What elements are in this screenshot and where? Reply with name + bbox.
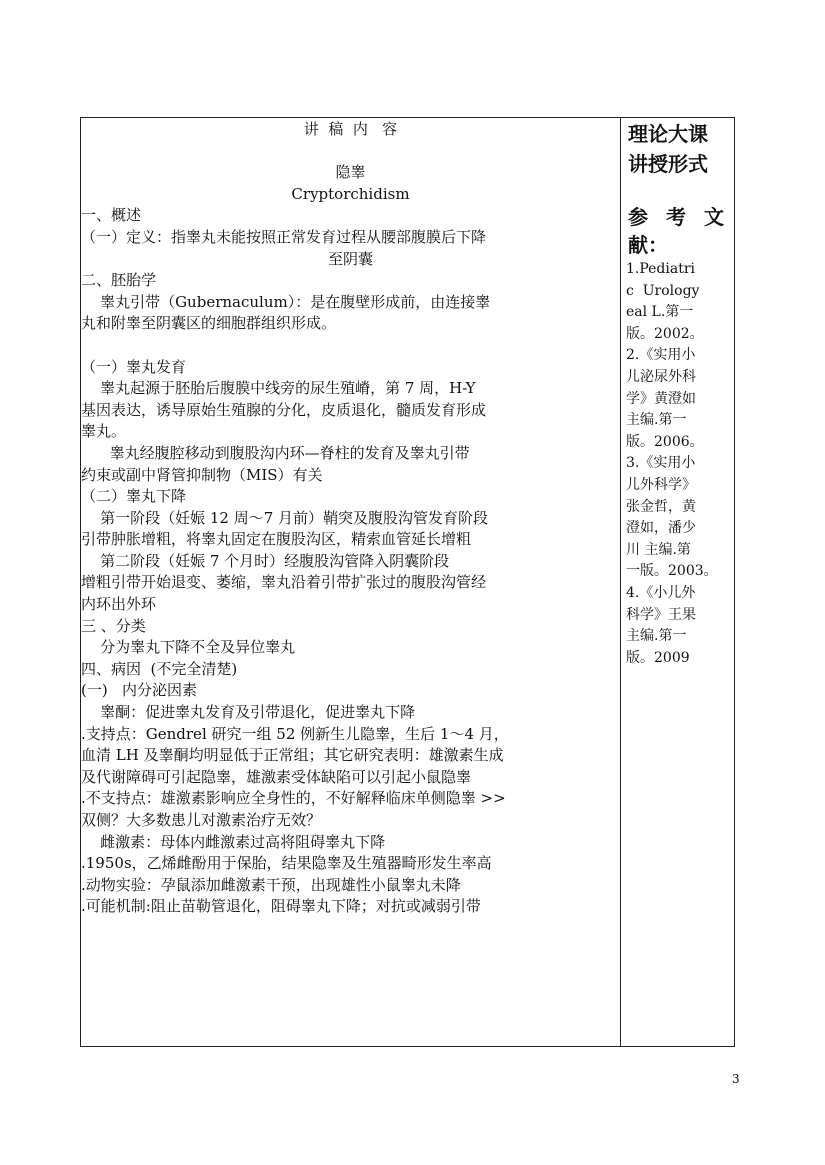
lecture-line: [81, 141, 620, 163]
lecture-line: 一、概述: [81, 206, 142, 225]
lecture-line: 讲 稿 内 容: [303, 120, 398, 138]
lecture-line: 第一阶段（妊娠 12 周～7 月前）鞘突及腹股沟管发育阶段: [81, 508, 489, 527]
lecture-line: 睾丸起源于胚胎后腹膜中线旁的尿生殖嵴，第 7 周，H-Y: [81, 379, 476, 398]
lecture-line: 至阴囊: [327, 249, 373, 268]
lecture-line: 丸和附睾至阴囊区的细胞群组织形成。: [81, 314, 337, 333]
references-heading-char-1: 参: [628, 205, 666, 229]
reference-line: 2.《实用小: [626, 347, 696, 364]
reference-list: [622, 259, 736, 669]
lecture-line: .支持点：Gendrel 研究一组 52 例新生儿隐睾，生后 1～4 月，: [81, 724, 509, 743]
reference-line: 张金哲，黄: [626, 498, 696, 515]
lecture-line: 四、病因 (不完全清楚): [81, 659, 238, 678]
reference-line: eal L.第一: [626, 304, 694, 321]
lecture-line: [81, 335, 620, 357]
side-info-column: [622, 118, 736, 1046]
reference-line: 3.《实用小: [626, 455, 696, 472]
column-divider: [620, 118, 621, 1046]
lecture-line: 双侧？大多数患儿对激素治疗无效？: [81, 811, 322, 829]
reference-line: 儿外科学》: [626, 476, 696, 493]
references-heading: [622, 203, 736, 259]
lecture-line: （二）睾丸下降: [81, 487, 187, 506]
lecture-line: .可能机制:阻止苗勒管退化，阻碍睾丸下降；对抗或减弱引带: [81, 897, 481, 916]
lecture-line: .不支持点：雄激素影响应全身性的，不好解释临床单侧隐睾 >>: [81, 789, 506, 808]
lecture-line: 约束或副中肾管抑制物（MIS）有关: [81, 465, 323, 484]
reference-line: 版。2009: [626, 649, 690, 666]
lecture-line: 睾丸。: [81, 422, 127, 441]
lecture-line: 睾酮：促进睾丸发育及引带退化，促进睾丸下降: [81, 703, 416, 722]
reference-line: 4.《小儿外: [626, 584, 696, 601]
reference-line: 儿泌尿外科: [626, 368, 696, 385]
teaching-format-line-2: 讲授形式: [628, 152, 708, 176]
page-number: 3: [732, 1072, 740, 1086]
lecture-line: 睾丸引带（Gubernaculum）：是在腹壁形成前，由连接睾: [81, 292, 491, 311]
lecture-line: 睾丸经腹腔移动到腹股沟内环—脊柱的发育及睾丸引带: [81, 443, 470, 462]
reference-line: 1.Pediatri: [626, 261, 696, 277]
lecture-line: 及代谢障碍可引起隐睾，雄激素受体缺陷可以引起小鼠隐睾: [81, 767, 472, 786]
reference-line: 川 主编.第: [626, 541, 691, 558]
lecture-line: Cryptorchidism: [291, 184, 410, 203]
lecture-line: 增粗引带开始退变、萎缩，睾丸沿着引带扩张过的腹股沟管经: [81, 573, 487, 592]
lecture-line: 基因表达，诱导原始生殖腺的分化，皮质退化，髓质发育形成: [81, 400, 487, 419]
lecture-line: 二、胚胎学: [81, 271, 157, 290]
lecture-line: 第二阶段（妊娠 7 个月时）经腹股沟管降入阴囊阶段: [81, 551, 450, 570]
lecture-line: (一) 内分泌因素: [81, 681, 198, 700]
references-heading-char-2: 考: [666, 205, 704, 229]
lecture-line: .动物实验：孕鼠添加雌激素干预，出现雄性小鼠睾丸未降: [81, 875, 461, 894]
lecture-line: 雌激素：母体内雌激素过高将阻碍睾丸下降: [81, 832, 386, 851]
reference-line: 科学》王果: [626, 606, 696, 623]
lecture-line: 三 、分类: [81, 616, 146, 635]
lecture-table: [80, 117, 735, 1047]
reference-line: 澄如，潘少: [626, 520, 696, 537]
lecture-line: （一）睾丸发育: [81, 357, 187, 376]
reference-line: 版。2002。: [626, 325, 704, 342]
lecture-line: 分为睾丸下降不全及异位睾丸: [81, 638, 296, 657]
reference-line: c Urology: [626, 282, 700, 299]
lecture-line: 引带肿胀增粗，将睾丸固定在腹股沟区，精索血管延长增粗: [81, 530, 472, 549]
reference-line: 一版。2003。: [626, 563, 718, 580]
lecture-line: .1950s，乙烯雌酚用于保胎，结果隐睾及生殖器畸形发生率高: [81, 854, 492, 873]
teaching-format-line-1: 理论大课: [628, 122, 708, 146]
teaching-format-heading: [622, 119, 736, 179]
lecture-line: 隐睾: [335, 163, 366, 182]
lecture-line: 内环出外环: [81, 595, 157, 614]
reference-line: 版。2006。: [626, 433, 704, 450]
references-heading-char-4: 献：: [628, 233, 668, 257]
lecture-line: （一）定义：指睾丸未能按照正常发育过程从腰部腹膜后下降: [81, 227, 487, 246]
reference-line: 主编.第一: [626, 412, 687, 429]
lecture-line: 血清 LH 及睾酮均明显低于正常组；其它研究表明：雄激素生成: [81, 746, 504, 765]
lecture-notes-column: [81, 118, 620, 1047]
reference-line: 学》黄澄如: [626, 390, 696, 407]
reference-line: 主编.第一: [626, 628, 687, 645]
references-heading-char-3: 文: [704, 205, 724, 229]
